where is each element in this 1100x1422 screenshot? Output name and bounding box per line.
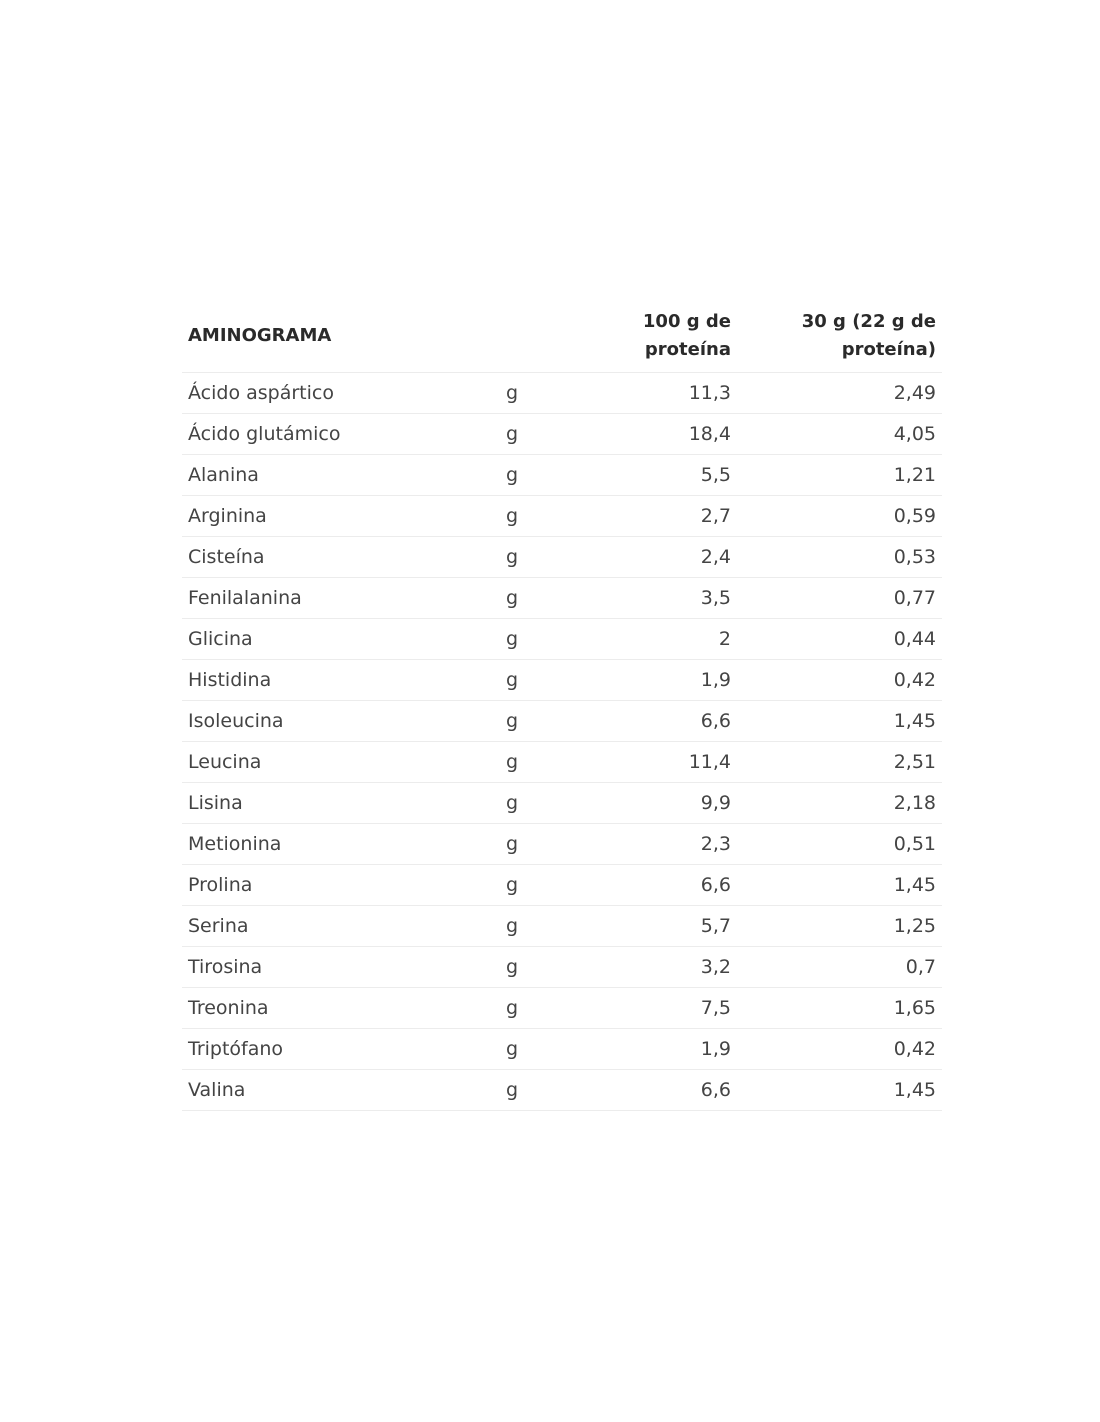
aminogram-table [182,300,942,1111]
value-per-100g: 9,9 [582,783,737,824]
value-per-100g: 7,5 [582,988,737,1029]
table-row [182,414,942,455]
amino-acid-name: Prolina [182,865,482,906]
header-row [182,300,942,373]
amino-acid-name: Tirosina [182,947,482,988]
table-row [182,1029,942,1070]
header-per-100g [582,300,737,373]
amino-acid-name: Valina [182,1070,482,1111]
unit-cell: g [482,578,582,619]
amino-acid-name: Cisteína [182,537,482,578]
value-per-30g: 1,45 [737,701,942,742]
unit-cell: g [482,455,582,496]
unit-cell: g [482,1029,582,1070]
amino-acid-name: Isoleucina [182,701,482,742]
value-per-30g: 1,45 [737,1070,942,1111]
header-unit [482,300,582,373]
value-per-30g: 1,45 [737,865,942,906]
value-per-30g: 2,51 [737,742,942,783]
unit-cell: g [482,742,582,783]
unit-cell: g [482,947,582,988]
amino-acid-name: Lisina [182,783,482,824]
unit-cell: g [482,906,582,947]
table-row [182,906,942,947]
value-per-100g: 2,7 [582,496,737,537]
aminogram-table-container [182,300,942,1111]
table-row [182,742,942,783]
value-per-100g: 6,6 [582,701,737,742]
amino-acid-name: Arginina [182,496,482,537]
unit-cell: g [482,537,582,578]
unit-cell: g [482,824,582,865]
amino-acid-name: Histidina [182,660,482,701]
amino-acid-name: Serina [182,906,482,947]
amino-acid-name: Leucina [182,742,482,783]
value-per-30g: 0,53 [737,537,942,578]
value-per-30g: 0,42 [737,660,942,701]
unit-cell: g [482,496,582,537]
value-per-100g: 6,6 [582,865,737,906]
value-per-30g: 2,18 [737,783,942,824]
value-per-30g: 1,21 [737,455,942,496]
value-per-30g: 1,65 [737,988,942,1029]
header-per-30g [737,300,942,373]
value-per-30g: 0,7 [737,947,942,988]
amino-acid-name: Fenilalanina [182,578,482,619]
table-row [182,619,942,660]
table-row [182,496,942,537]
value-per-100g: 3,2 [582,947,737,988]
table-row [182,660,942,701]
unit-cell: g [482,783,582,824]
unit-cell: g [482,619,582,660]
value-per-100g: 11,3 [582,373,737,414]
unit-cell: g [482,414,582,455]
header-per-100g-line1: 100 g de [642,311,731,332]
amino-acid-name: Metionina [182,824,482,865]
amino-acid-name: Alanina [182,455,482,496]
table-row [182,578,942,619]
unit-cell: g [482,373,582,414]
amino-acid-name: Triptófano [182,1029,482,1070]
header-per-30g-line2: proteína) [841,339,936,360]
table-row [182,988,942,1029]
table-row [182,455,942,496]
value-per-100g: 2 [582,619,737,660]
unit-cell: g [482,988,582,1029]
header-aminograma: AMINOGRAMA [182,300,482,373]
table-row [182,865,942,906]
table-row [182,947,942,988]
value-per-30g: 0,51 [737,824,942,865]
table-row [182,701,942,742]
unit-cell: g [482,865,582,906]
table-row [182,1070,942,1111]
value-per-30g: 0,42 [737,1029,942,1070]
value-per-100g: 2,3 [582,824,737,865]
value-per-100g: 1,9 [582,660,737,701]
table-body [182,373,942,1111]
amino-acid-name: Glicina [182,619,482,660]
header-per-100g-line2: proteína [644,339,731,360]
value-per-100g: 18,4 [582,414,737,455]
value-per-100g: 11,4 [582,742,737,783]
value-per-100g: 5,5 [582,455,737,496]
table-row [182,783,942,824]
unit-cell: g [482,660,582,701]
amino-acid-name: Ácido aspártico [182,373,482,414]
value-per-100g: 5,7 [582,906,737,947]
unit-cell: g [482,1070,582,1111]
value-per-30g: 4,05 [737,414,942,455]
value-per-100g: 2,4 [582,537,737,578]
value-per-100g: 1,9 [582,1029,737,1070]
value-per-30g: 0,77 [737,578,942,619]
unit-cell: g [482,701,582,742]
value-per-100g: 3,5 [582,578,737,619]
amino-acid-name: Treonina [182,988,482,1029]
value-per-30g: 1,25 [737,906,942,947]
table-row [182,537,942,578]
value-per-30g: 0,44 [737,619,942,660]
value-per-30g: 0,59 [737,496,942,537]
amino-acid-name: Ácido glutámico [182,414,482,455]
table-header [182,300,942,373]
header-per-30g-line1: 30 g (22 g de [801,311,936,332]
table-row [182,373,942,414]
value-per-100g: 6,6 [582,1070,737,1111]
table-row [182,824,942,865]
value-per-30g: 2,49 [737,373,942,414]
